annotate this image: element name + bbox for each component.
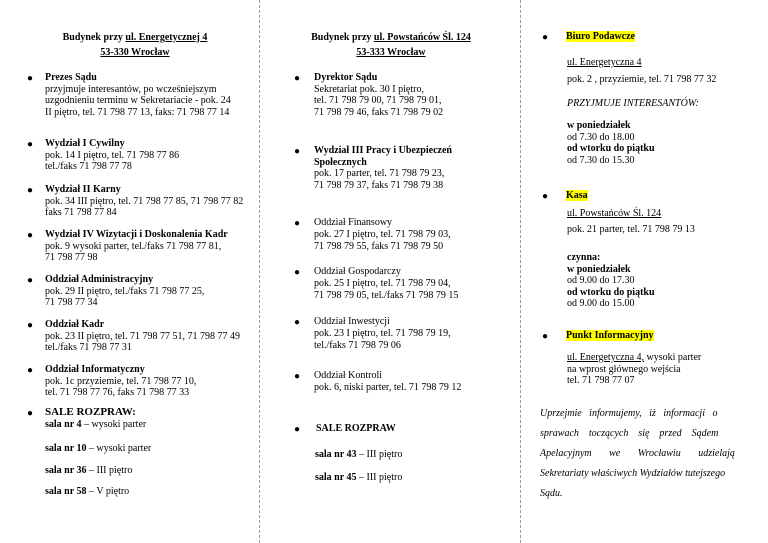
unit-wydzial-i [45, 138, 257, 173]
punkt-address-rest: wysoki parter [644, 352, 702, 363]
heading-postal: 53-333 Wrocław [356, 47, 426, 58]
unit-line: pok. 29 II piętro, tel./faks 71 798 77 25, [45, 285, 205, 297]
punkt-title [566, 330, 654, 342]
punkt-details [567, 352, 762, 387]
unit-prezes [45, 72, 257, 118]
unit-wydzial-ii [45, 184, 257, 219]
sale-row [315, 472, 402, 484]
unit-inwestycji [314, 316, 514, 352]
unit-title: Oddział Informatyczny [45, 364, 145, 375]
unit-line: 71 798 79 37, faks 71 798 79 38 [314, 179, 444, 191]
bullet-icon: ● [542, 331, 549, 342]
bullet-icon: ● [27, 408, 34, 419]
unit-line: tel./faks 71 798 77 78 [45, 161, 132, 172]
unit-line: pok. 14 I piętro, tel. 71 798 77 86 [45, 149, 180, 161]
bullet-icon: ● [27, 320, 34, 331]
unit-dyrektor [314, 72, 514, 118]
unit-line: uzgodnieniu terminu w Sekretariacie - pok. 24 [45, 95, 231, 106]
sale-title: SALE ROZPRAW [316, 423, 396, 434]
biuro-note: PRZYJMUJE INTERESANTÓW: [567, 98, 699, 109]
sale-title: SALE ROZPRAW: [45, 406, 136, 418]
column-info [522, 0, 768, 543]
sale-floor: – III piętro [356, 449, 403, 460]
bullet-icon: ● [294, 73, 301, 84]
bullet-icon: ● [294, 146, 301, 157]
sale-floor: – III piętro [356, 472, 403, 483]
sale-floor: – V piętro [86, 486, 130, 497]
bullet-icon: ● [294, 424, 301, 435]
hours-line: od wtorku do piątku [567, 143, 655, 154]
unit-line: tel./faks 71 798 77 31 [45, 342, 132, 353]
sale-room: sala nr 45 [315, 472, 357, 483]
bullet-icon: ● [294, 317, 301, 328]
biuro-hours [567, 120, 762, 166]
unit-line: 71 798 77 34 [45, 297, 98, 308]
column-divider-left [259, 0, 260, 543]
bullet-icon: ● [542, 32, 549, 43]
unit-title: Oddział Finansowy [314, 217, 393, 228]
sale-floor: – wysoki parter [81, 419, 147, 430]
unit-line: 71 798 77 98 [45, 252, 98, 263]
sale-row [315, 449, 402, 461]
unit-wydzial-iv [45, 229, 257, 264]
column-divider-right [520, 0, 521, 543]
unit-title: Oddział Administracyjny [45, 274, 154, 285]
unit-title: Oddział Gospodarczy [314, 266, 401, 277]
unit-line: 71 798 79 05, tel./faks 71 798 79 15 [314, 290, 459, 301]
hours-line: od 9.00 do 15.00 [567, 298, 635, 309]
unit-informatyczny [45, 364, 257, 399]
unit-title: Prezes Sądu [45, 72, 97, 83]
bullet-icon: ● [542, 191, 549, 202]
punkt-title-text: Punkt Informacyjny [566, 330, 654, 341]
sale-room: sala nr 4 [45, 419, 82, 430]
unit-title: Wydział I Cywilny [45, 138, 125, 149]
hours-line: w poniedziałek [567, 263, 631, 275]
building-heading [20, 30, 250, 60]
kasa-room: pok. 21 parter, tel. 71 798 79 13 [567, 224, 695, 235]
info-line: sprawach toczących się przed Sądem [540, 428, 719, 439]
bullet-icon: ● [294, 267, 301, 278]
biuro-title-text: Biuro Podawcze [566, 31, 635, 42]
unit-title: Społecznych [314, 156, 367, 168]
unit-title: Oddział Kontroli [314, 370, 383, 381]
unit-line: 71 798 79 55, faks 71 798 79 50 [314, 241, 444, 252]
unit-title: Oddział Inwestycji [314, 316, 390, 327]
unit-line: pok. 34 III piętro, tel. 71 798 77 85, 71 798 77 82 [45, 195, 244, 207]
bullet-icon: ● [27, 230, 34, 241]
hours-line: od 9.00 do 17.30 [567, 275, 635, 286]
unit-line: Sekretariat pok. 30 I piętro, [314, 83, 424, 95]
sale-room: sala nr 36 [45, 465, 87, 476]
column-powstancow [261, 0, 519, 543]
sale-room: sala nr 10 [45, 443, 87, 454]
unit-gospodarczy [314, 266, 514, 302]
kasa-address: ul. Powstańców Śl. 124 [567, 208, 662, 219]
sale-room: sala nr 43 [315, 449, 357, 460]
unit-line: pok. 9 wysoki parter, tel./faks 71 798 77 81, [45, 240, 222, 252]
heading-street: ul. Powstańców Śl. 124 [373, 32, 471, 43]
unit-line: tel. 71 798 79 00, 71 798 79 01, [314, 95, 442, 106]
sale-rozpraw-section [316, 423, 396, 435]
punkt-line: na wprost głównego wejścia [567, 363, 681, 375]
sale-room: sala nr 58 [45, 486, 87, 497]
unit-title: Wydział III Pracy i Ubezpieczeń [314, 145, 452, 156]
unit-title: Wydział II Karny [45, 184, 121, 195]
unit-line: II piętro, tel. 71 798 77 13, faks: 71 798 77 14 [45, 106, 230, 118]
unit-title: Wydział IV Wizytacji i Doskonalenia Kadr [45, 229, 228, 240]
bullet-icon: ● [27, 139, 34, 150]
info-line: Uprzejmie informujemy, iż informacji o [540, 408, 718, 419]
biuro-title [566, 31, 635, 43]
sale-row [45, 486, 129, 498]
unit-title: Oddział Kadr [45, 319, 105, 330]
building-heading [276, 30, 506, 60]
unit-line: pok. 23 II piętro, tel. 71 798 77 51, 71 798 77 49 [45, 330, 240, 342]
bullet-icon: ● [27, 185, 34, 196]
sale-floor: – III piętro [86, 465, 133, 476]
unit-title: Dyrektor Sądu [314, 72, 378, 83]
kasa-hours [567, 252, 762, 310]
unit-line: pok. 17 parter, tel. 71 798 79 23, [314, 168, 445, 179]
unit-line: tel. 71 798 77 76, faks 71 798 77 33 [45, 387, 190, 398]
biuro-address: ul. Energetyczna 4 [567, 57, 642, 68]
punkt-line: tel. 71 798 77 07 [567, 375, 635, 386]
heading-postal: 53-330 Wrocław [100, 47, 170, 58]
unit-finansowy [314, 217, 514, 253]
unit-wydzial-iii [314, 145, 514, 191]
hours-line: od wtorku do piątku [567, 286, 655, 298]
heading-prefix: Budynek przy [62, 32, 126, 43]
info-line: Sekretariaty właściwych Wydziałów tutejszego [540, 468, 726, 479]
biuro-room: pok. 2 , przyziemie, tel. 71 798 77 32 [567, 74, 717, 85]
hours-line: od 7.30 do 15.30 [567, 154, 635, 166]
info-line: Apelacyjnym we Wrocławiu udzielają [540, 448, 735, 459]
heading-street: ul. Energetycznej 4 [125, 32, 208, 43]
sale-rozpraw-section [45, 406, 257, 418]
sale-floor: – wysoki parter [86, 443, 152, 454]
bullet-icon: ● [294, 218, 301, 229]
bullet-icon: ● [294, 371, 301, 382]
sale-row [45, 465, 132, 477]
unit-line: przyjmuje interesantów, po wcześniejszym [45, 83, 217, 95]
unit-line: tel./faks 71 798 79 06 [314, 340, 401, 351]
sale-row [45, 443, 151, 455]
hours-line: od 7.30 do 18.00 [567, 131, 635, 143]
bullet-icon: ● [27, 365, 34, 376]
unit-line: faks 71 798 77 84 [45, 207, 117, 218]
unit-line: pok. 6, niski parter, tel. 71 798 79 12 [314, 382, 462, 393]
hours-line: w poniedziałek [567, 120, 631, 131]
unit-kontroli [314, 370, 514, 394]
unit-line: pok. 25 I piętro, tel. 71 798 79 04, [314, 278, 451, 289]
unit-line: pok. 23 I piętro, tel. 71 798 79 19, [314, 328, 451, 339]
column-energetyczna [0, 0, 258, 543]
unit-line: pok. 1c przyziemie, tel. 71 798 77 10, [45, 375, 197, 387]
heading-prefix: Budynek przy [311, 32, 374, 43]
info-line: Sądu. [540, 488, 563, 499]
unit-line: pok. 27 I piętro, tel. 71 798 79 03, [314, 229, 451, 240]
sale-row [45, 419, 146, 431]
bullet-icon: ● [27, 275, 34, 286]
unit-kadr [45, 319, 257, 354]
bullet-icon: ● [27, 73, 34, 84]
unit-administracyjny [45, 274, 257, 309]
info-paragraph [540, 404, 766, 504]
unit-line: 71 798 79 46, faks 71 798 79 02 [314, 106, 444, 118]
kasa-title-text: Kasa [566, 190, 588, 201]
punkt-address: ul. Energetyczna 4, [567, 352, 645, 363]
hours-line: czynna: [567, 252, 601, 263]
kasa-title [566, 190, 588, 202]
